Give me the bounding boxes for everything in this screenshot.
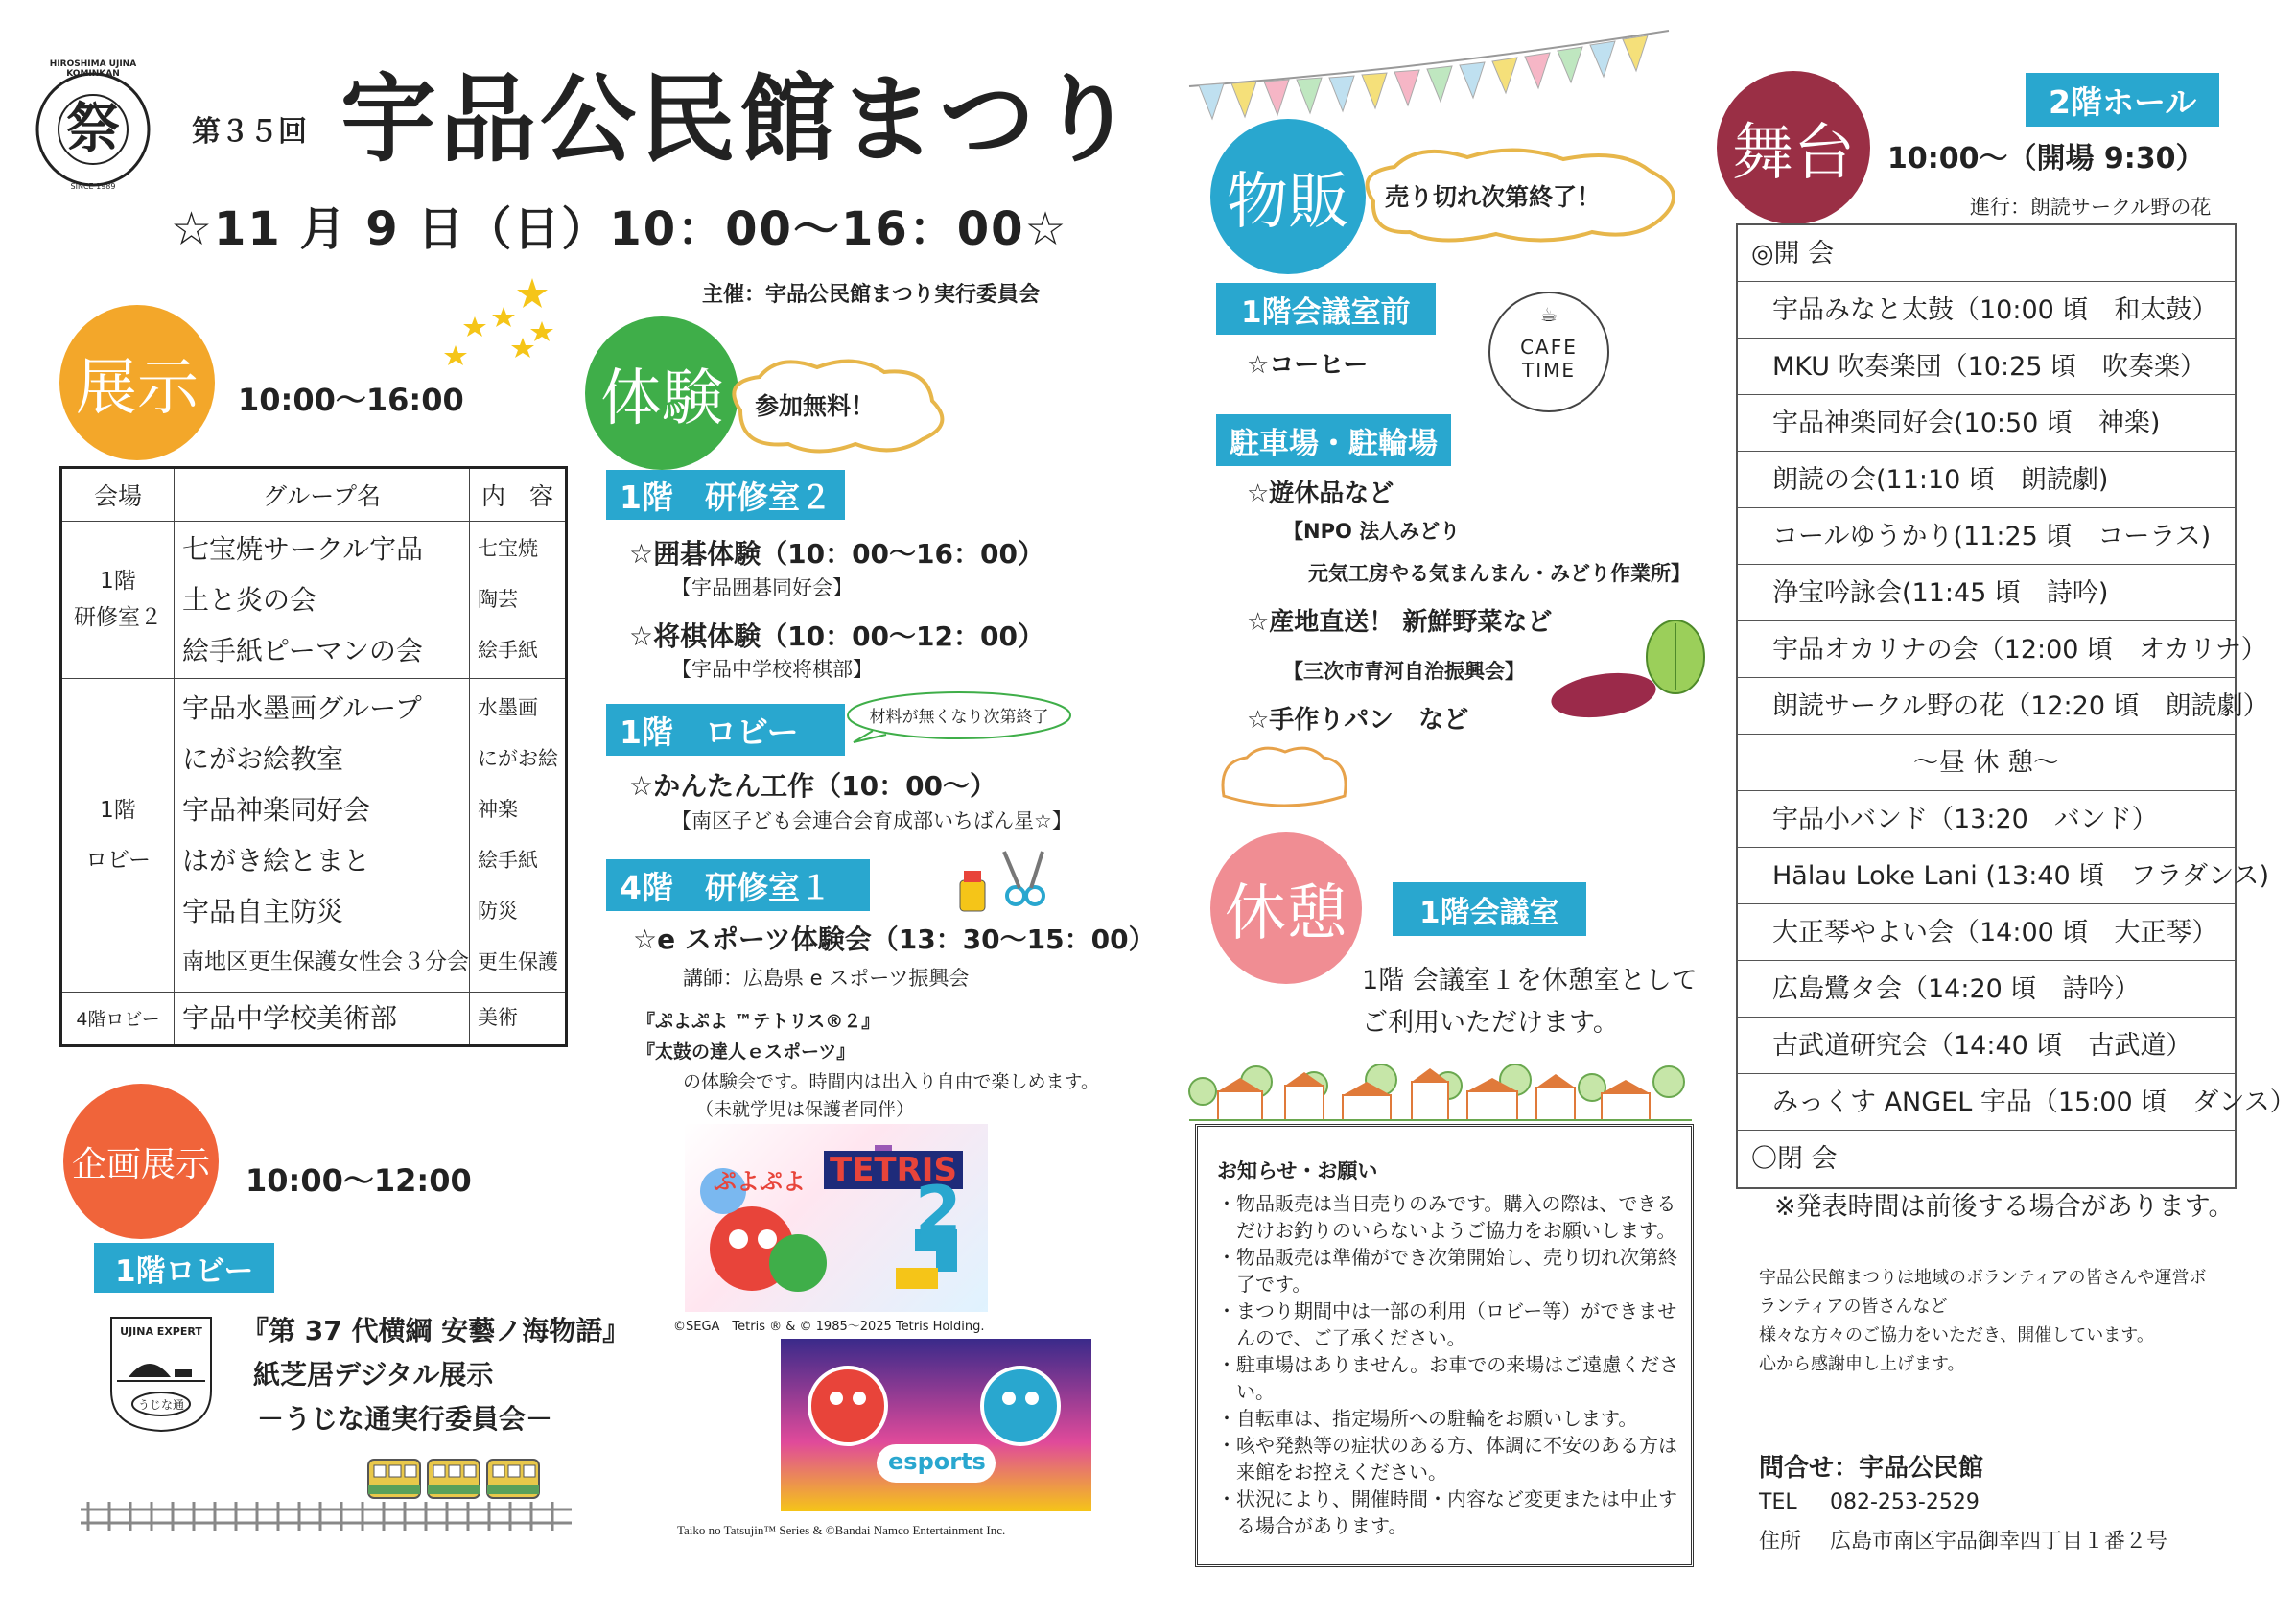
stage-row: 大正琴やよい会（14:00 頃 大正琴）: [1738, 904, 2235, 961]
exhibit-time: 10:00～16:00: [238, 382, 464, 418]
exp-item-craft: ☆かんたん工作（10：00～）: [629, 770, 997, 802]
rest-line-1: 1階 会議室１を休憩室として: [1362, 966, 1698, 995]
header-group: グループ名: [175, 468, 470, 522]
rest-circle: 休憩: [1210, 832, 1362, 984]
stage-time: 10:00～（開場 9:30）: [1887, 142, 2205, 175]
seal-ring-text: HIROSHIMA UJINA KOMINKAN: [49, 59, 137, 79]
group-name: 宇品中学校美術部: [182, 1002, 398, 1035]
town-illustration: [1189, 1053, 1692, 1122]
sales-item-goods: ☆遊休品など: [1247, 480, 1394, 508]
venue-line: 1階: [100, 797, 136, 823]
train-illustration: [81, 1450, 572, 1532]
stage-row: 〇閉 会: [1751, 1144, 1838, 1174]
stage-note: ※発表時間は前後する場合があります。: [1774, 1192, 2235, 1222]
group-name: 七宝焼サークル宇品: [182, 532, 424, 565]
special-line3: －うじな通実行委員会－: [257, 1403, 553, 1435]
puyo-logo-text: ぷよぷよ: [714, 1168, 806, 1195]
exp-item-esports: ☆e スポーツ体験会（13：30～15：00）: [633, 924, 1156, 955]
special-title: 『第 37 代横綱 安藝ノ海物語』: [242, 1315, 630, 1346]
rest-line-2: ご利用いただけます。: [1362, 1008, 1619, 1038]
notice-line: ・自転車は、指定場所への駐輪をお願いします。: [1217, 1407, 1638, 1430]
sales-org-vegetables: 【三次市青河自治振興会】: [1283, 660, 1525, 683]
venue-line: 研修室２: [74, 605, 162, 631]
tetris-logo-text: TETRIS: [824, 1151, 963, 1189]
content-type: 絵手紙: [478, 638, 538, 662]
content-type: 美術: [478, 1006, 518, 1030]
special-exhibit-circle: 企画展示: [63, 1084, 219, 1239]
tetris-number: 2: [915, 1172, 962, 1251]
group-name: 土と炎の会: [182, 583, 317, 616]
stage-row: 朗読サークル野の花（12:20 頃 朗読劇）: [1738, 678, 2235, 735]
stage-row: 宇品みなと太鼓（10:00 頃 和太鼓）: [1738, 282, 2235, 339]
event-date: ☆11 月 9 日（日）10：00～16：00☆: [171, 202, 1068, 256]
page-title: 宇品公民館まつり: [340, 63, 1138, 175]
stage-program-list: [1736, 223, 2296, 1189]
bunting-decoration: [1189, 31, 1669, 127]
exp-note-1: の体験会です。時間内は出入り自由で楽しめます。: [683, 1071, 1099, 1092]
group-name: にがお絵教室: [182, 742, 344, 775]
exp-game-1: 『ぷよぷよ ™テトリス®２』: [637, 1011, 880, 1032]
content-type: 陶芸: [478, 587, 518, 611]
notice-line: ・物品販売は当日売りのみです。購入の際は、できる: [1217, 1192, 1676, 1215]
sales-org-npo-1: 【NPO 法人みどり: [1283, 520, 1461, 543]
stage-host: 進行：朗読サークル野の花: [1970, 196, 2212, 219]
group-name: はがき絵とまと: [182, 844, 371, 877]
thanks-line: 様々な方々のご協力をいただき、開催しています。: [1759, 1325, 2154, 1345]
exp-lecturer: 講師：広島県 e スポーツ振興会: [683, 967, 970, 990]
header-content: 内 容: [470, 468, 567, 522]
exp-place-1: 1階 研修室２: [606, 470, 845, 520]
notice-line: だけお釣りのいらないようご協力をお願いします。: [1217, 1219, 1676, 1242]
stars-decoration: [436, 278, 561, 374]
ujina-expert-logo: [107, 1314, 215, 1435]
notice-box: [1195, 1124, 1694, 1567]
cafe-text: CAFE: [1520, 336, 1578, 359]
notice-line: ・咳や発熱等の症状のある方、体調に不安のある方は: [1217, 1434, 1677, 1457]
stage-row: 宇品オカリナの会（12:00 頃 オカリナ）: [1738, 621, 2235, 678]
experience-cloud: [721, 353, 951, 458]
exp-org-go: 【宇品囲碁同好会】: [671, 576, 853, 599]
contact-tel-label: TEL: [1759, 1490, 1797, 1514]
sales-circle: 物販: [1210, 119, 1366, 274]
exp-note-2: （未就学児は保護者同伴）: [695, 1099, 915, 1120]
group-name: 宇品水墨画グループ: [182, 691, 422, 724]
special-place-tag: 1階ロビー: [94, 1243, 274, 1293]
seal-character: 祭: [66, 97, 120, 160]
contact-tel: 082-253-2529: [1830, 1490, 1980, 1514]
venue-line: 1階: [100, 569, 136, 595]
stage-row: Hālau Loke Lani (13:40 頃 フラダンス): [1738, 848, 2235, 904]
content-type: 防災: [478, 899, 518, 923]
thanks-line: 心から感謝申し上げます。: [1759, 1354, 1965, 1374]
contact-address: 広島市南区宇品御幸四丁目１番２号: [1830, 1530, 2168, 1554]
content-type: にがお絵: [478, 746, 558, 770]
special-line2: 紙芝居デジタル展示: [253, 1359, 494, 1391]
materials-bubble: [844, 690, 1074, 744]
stage-row: 広島鷺タ会（14:20 頃 詩吟）: [1738, 961, 2235, 1018]
stage-row: みっくす ANGEL 宇品（15:00 頃 ダンス）: [1738, 1074, 2235, 1131]
notice-line: ・駐車場はありません。お車での来場はご遠慮くださ: [1217, 1353, 1679, 1376]
stage-row: ◎開 会: [1738, 225, 2235, 282]
exp-place-2: 1階 ロビー: [606, 704, 845, 756]
exp-place-3: 4階 研修室１: [606, 859, 870, 911]
bread-illustration: [1218, 742, 1352, 811]
sales-org-npo-2: 元気工房やる気まんまん・みどり作業所】: [1308, 562, 1691, 585]
exp-item-go: ☆囲碁体験（10：00～16：00）: [629, 538, 1044, 570]
thanks-message: [1759, 1264, 2207, 1379]
exp-game-2: 『太鼓の達人ｅスポーツ』: [637, 1041, 855, 1063]
notice-line: る場合があります。: [1217, 1514, 1408, 1537]
sales-item-bread: ☆手作りパン など: [1247, 706, 1469, 735]
sales-item-vegetables: ☆産地直送！ 新鮮野菜など: [1247, 608, 1553, 637]
stage-row: 宇品神楽同好会(10:50 頃 神楽): [1738, 395, 2235, 452]
stage-row: コールゆうかり(11:25 頃 コーラス): [1738, 508, 2235, 565]
credit-tetris: ©SEGA Tetris ® & © 1985～2025 Tetris Holding.: [673, 1320, 985, 1334]
notice-line: ・状況により、開催時間・内容など変更または中止す: [1217, 1487, 1677, 1510]
group-name: 宇品神楽同好会: [182, 793, 371, 826]
exp-org-shogi: 【宇品中学校将棋部】: [671, 658, 873, 681]
notice-line: 来館をお控えください。: [1217, 1461, 1447, 1484]
rest-place-tag: 1階会議室: [1393, 882, 1586, 936]
content-type: 更生保護: [478, 949, 558, 973]
logo-text: UJINA EXPERT: [120, 1325, 202, 1338]
stage-row: MKU 吹奏楽団（10:25 頃 吹奏楽）: [1738, 339, 2235, 395]
organizer: 主催：宇品公民館まつり実行委員会: [702, 283, 1041, 307]
content-type: 神楽: [478, 797, 518, 821]
coffee-cup-icon: ☕: [1540, 303, 1558, 326]
free-participation-label: 参加無料！: [755, 392, 876, 420]
notice-line: い。: [1217, 1380, 1275, 1403]
cafe-time-icon: [1488, 292, 1609, 412]
bubble-text: 材料が無くなり次第終了: [869, 708, 1049, 727]
edition-label: 第３５回: [192, 115, 307, 149]
logo-subtext: うじな通: [137, 1398, 184, 1412]
esports-logo-text: esports: [888, 1448, 986, 1475]
notice-line: ・物品販売は準備ができ次第開始し、売り切れ次第終: [1217, 1246, 1677, 1269]
stage-row: ～昼 休 憩～: [1738, 735, 2235, 791]
thanks-line: 宇品公民館まつりは地域のボランティアの皆さんや運営ボ: [1759, 1268, 2207, 1288]
notice-title: お知らせ・お願い: [1217, 1159, 1378, 1182]
notice-line: ・まつり期間中は一部の利用（ロビー等）ができませ: [1217, 1299, 1677, 1322]
puyo-tetris-image: [685, 1124, 988, 1312]
group-name: 絵手紙ピーマンの会: [182, 634, 423, 667]
content-type: 水墨画: [478, 695, 538, 719]
exp-org-craft: 【南区子ども会連合会育成部いちばん星☆】: [671, 809, 1072, 832]
content-type: 絵手紙: [478, 848, 538, 872]
content-type: 七宝焼: [478, 536, 538, 560]
sales-place-1: 1階会議室前: [1216, 283, 1436, 335]
group-name: 南地区更生保護女性会３分会: [182, 948, 469, 974]
stage-circle: 舞台: [1717, 71, 1870, 224]
exp-item-shogi: ☆将棋体験（10：00～12：00）: [629, 620, 1044, 652]
contact-address-label: 住所: [1759, 1530, 1802, 1554]
venue-line: ロビー: [84, 847, 152, 873]
vegetables-illustration: [1546, 614, 1709, 729]
venue-line: 4階ロビー: [76, 1009, 160, 1031]
exhibit-table: [59, 466, 568, 1047]
sales-place-2: 駐車場・駐輪場: [1216, 414, 1451, 466]
time-text: TIME: [1521, 359, 1576, 382]
experience-circle: 体験: [585, 316, 738, 470]
taiko-esports-image: [781, 1339, 1091, 1511]
group-name: 宇品自主防災: [182, 895, 344, 927]
notice-line: 了です。: [1217, 1273, 1312, 1296]
contact-title: 問合せ：宇品公民館: [1759, 1454, 1984, 1483]
seal-since: SINCE 1989: [70, 182, 116, 191]
sold-out-label: 売り切れ次第終了！: [1385, 183, 1602, 211]
craft-tools-icon: [954, 842, 1050, 915]
credit-taiko: Taiko no Tatsujin™ Series & ©Bandai Namco Entertainment Inc.: [677, 1523, 1006, 1537]
stage-row: 浄宝吟詠会(11:45 頃 詩吟): [1738, 565, 2235, 621]
stage-place-tag: 2階ホール: [2026, 73, 2219, 127]
sales-item-coffee: ☆コーヒー: [1247, 351, 1369, 380]
sales-cloud: [1352, 142, 1688, 249]
notice-line: んので、ご了承ください。: [1217, 1326, 1466, 1349]
special-time: 10:00～12:00: [246, 1162, 472, 1199]
festival-seal-logo: [35, 59, 152, 199]
stage-row: 古武道研究会（14:40 頃 古武道）: [1738, 1018, 2235, 1074]
stage-row: 宇品小バンド（13:20 バンド）: [1738, 791, 2235, 848]
thanks-line: ランティアの皆さんなど: [1759, 1297, 1948, 1317]
exhibit-circle: 展示: [59, 305, 215, 460]
header-venue: 会場: [61, 468, 175, 522]
stage-row: 朗読の会(11:10 頃 朗読劇): [1738, 452, 2235, 508]
